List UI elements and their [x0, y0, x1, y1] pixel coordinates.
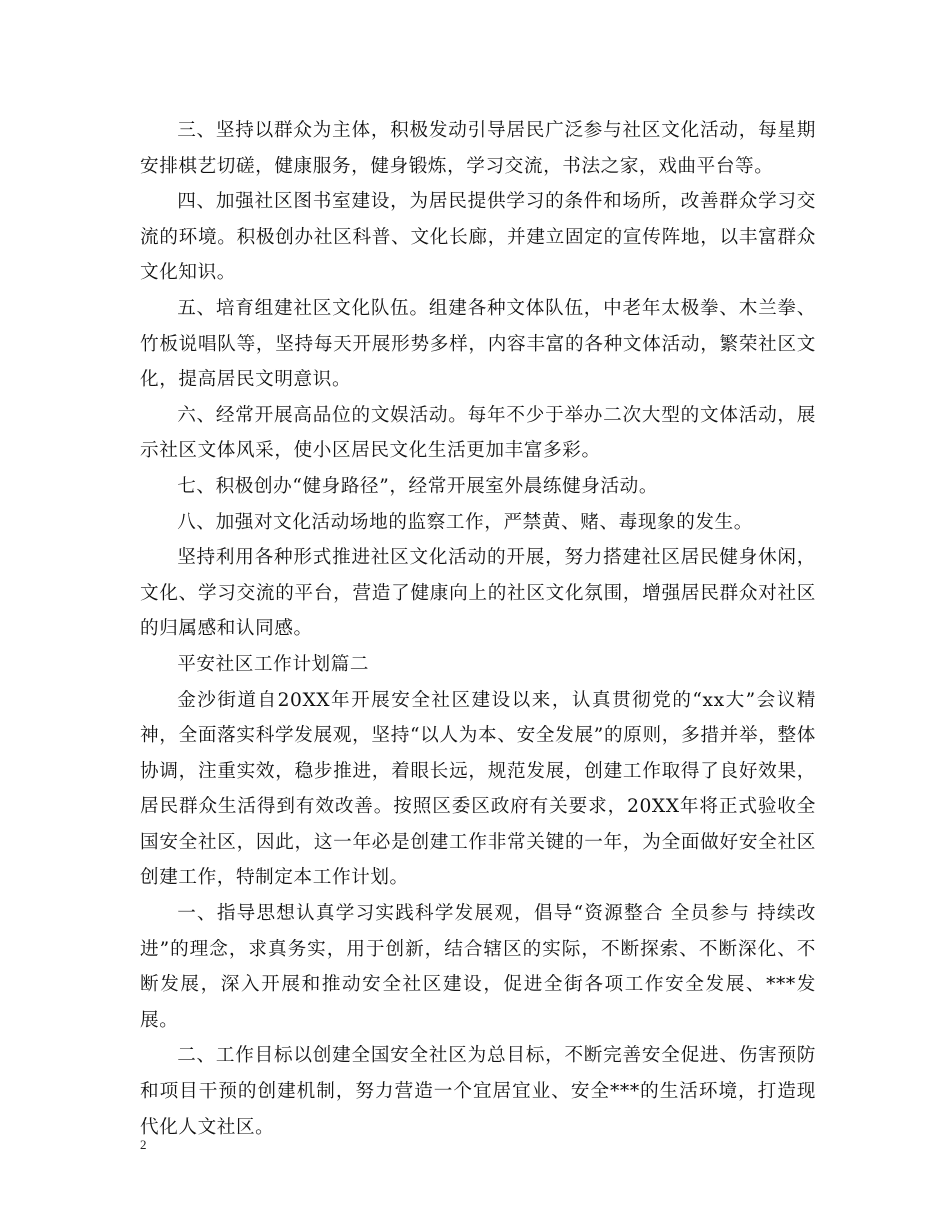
section-title-part-two: 平安社区工作计划篇二	[177, 653, 370, 675]
paragraph-jinsha-intro: 金沙街道自20XX年开展安全社区建设以来，认真贯彻党的“xx大”会议精神，全面落实科学发展观，坚持“以人为本、安全发展”的原则，多措并举，整体协调，注重实效，稳步推进，着眼长远，规范发展，创建工作取得了良好效果，居民群众生活得到有效改善。按照区委区政府有关要求，20XX年将正式验收全国安全社区，因此，这一年必是创建工作非常关键的一年，为全面做好安全社区创建工作，特制定本工作计划。	[140, 689, 816, 889]
paragraph-8-venue-supervision: 八、加强对文化活动场地的监察工作，严禁黄、赌、毒现象的发生。	[177, 511, 754, 533]
document-body	[140, 113, 816, 1145]
paragraph-guiding-ideology: 一、指导思想认真学习实践科学发展观，倡导“资源整合 全员参与 持续改进”的理念，求真务实，用于创新，结合辖区的实际，不断探索、不断深化、不断发展，深入开展和推动安全社区建设，促进全街各项工作安全发展、***发展。	[140, 903, 816, 1031]
paragraph-6-entertainment: 六、经常开展高品位的文娱活动。每年不少于举办二次大型的文体活动，展示社区文体风采，使小区居民文化生活更加丰富多彩。	[140, 404, 816, 462]
paragraph-3-culture-activities: 三、坚持以群众为主体，积极发动引导居民广泛参与社区文化活动，每星期安排棋艺切磋，健康服务，健身锻炼，学习交流，书法之家，戏曲平台等。	[140, 120, 816, 177]
paragraph-7-fitness-path: 七、积极创办“健身路径”，经常开展室外晨练健身活动。	[177, 475, 659, 497]
paragraph-5-culture-teams: 五、培育组建社区文化队伍。组建各种文体队伍，中老年太极拳、木兰拳、竹板说唱队等，坚持每天开展形势多样，内容丰富的各种文体活动，繁荣社区文化，提高居民文明意识。	[140, 297, 816, 391]
page-number: 2	[140, 1137, 147, 1152]
paragraph-summary: 坚持利用各种形式推进社区文化活动的开展，努力搭建社区居民健身休闲，文化、学习交流的平台，营造了健康向上的社区文化氛围，增强居民群众对社区的归属感和认同感。	[140, 547, 816, 640]
paragraph-4-library: 四、加强社区图书室建设，为居民提供学习的条件和场所，改善群众学习交流的环境。积极创办社区科普、文化长廊，并建立固定的宣传阵地，以丰富群众文化知识。	[140, 191, 816, 284]
paragraph-work-goals: 二、工作目标以创建全国安全社区为总目标，不断完善安全促进、伤害预防和项目干预的创建机制，努力营造一个宜居宜业、安全***的生活环境，打造现代化人文社区。	[140, 1045, 816, 1138]
